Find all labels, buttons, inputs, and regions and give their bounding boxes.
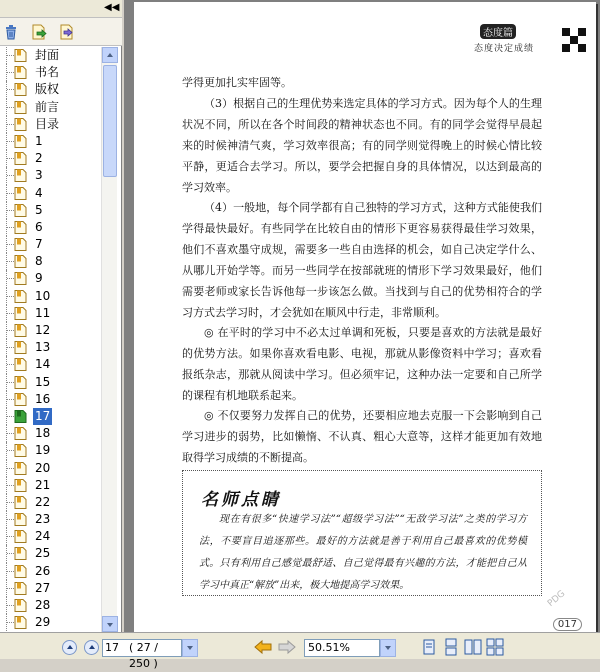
tree-connector — [6, 133, 14, 150]
teacher-tip-text: 现在有很多“快速学习法”“超级学习法”“无敌学习法”之类的学习方法，不要盲目追逐那些。最好的方法就是善于利用自己最喜欢的优势模式。只有利用自己感觉最舒适、自己觉得最有兴趣的方法，才能把自己从学习中真正“解放”出来，极大地提高学习效果。 — [199, 514, 527, 591]
page-icon — [14, 66, 27, 79]
page-icon — [14, 238, 27, 251]
bookmark-sidebar — [0, 0, 122, 632]
sidebar-item-label: 20 — [35, 460, 51, 475]
sidebar-item-label: 11 — [35, 305, 51, 320]
teacher-tip-title: 名师点睛 — [201, 490, 281, 510]
tree-connector — [6, 580, 14, 597]
sidebar-item-label: 26 — [35, 563, 51, 578]
sidebar-item-29[interactable] — [0, 528, 110, 545]
page-icon — [14, 496, 27, 509]
sidebar-item-2[interactable] — [0, 64, 110, 81]
tree-connector — [6, 99, 14, 116]
body-paragraph: ◎ 不仅要努力发挥自己的优势，还要相应地去克服一下会影响到自己学习进步的弱势，比如懒惰、不认真、粗心大意等，这样才能更加有效地取得学习成绩的不断提高。 — [182, 409, 542, 464]
tree-connector — [6, 511, 14, 528]
zoom-level-input[interactable]: 50.51% — [304, 639, 380, 657]
continuous-view-icon[interactable] — [442, 638, 460, 656]
bookmark-tree — [0, 47, 110, 632]
page-icon — [14, 272, 27, 285]
sidebar-item-5[interactable] — [0, 116, 110, 133]
sidebar-item-14[interactable] — [0, 270, 110, 287]
sidebar-item-label: 2 — [35, 151, 43, 166]
tree-connector — [6, 150, 14, 167]
sidebar-item-label: 前言 — [35, 99, 60, 114]
sidebar-item-10[interactable] — [0, 202, 110, 219]
page-icon — [14, 565, 27, 578]
page-icon — [14, 376, 27, 389]
page-icon — [14, 341, 27, 354]
sidebar-item-label: 25 — [35, 546, 51, 561]
sidebar-item-15[interactable] — [0, 288, 110, 305]
sidebar-item-6[interactable] — [0, 133, 110, 150]
watermark: PDG — [545, 588, 567, 610]
sidebar-item-label: 19 — [35, 443, 51, 458]
tree-connector — [6, 116, 14, 133]
page-icon — [14, 358, 27, 371]
page-icon — [14, 427, 27, 440]
sidebar-item-label: 23 — [35, 512, 51, 527]
tree-connector — [6, 219, 14, 236]
page-icon — [14, 444, 27, 457]
sidebar-item-label: 9 — [35, 271, 43, 286]
page-icon — [14, 83, 27, 96]
tree-connector — [6, 288, 14, 305]
sidebar-item-label: 5 — [35, 202, 43, 217]
sidebar-item-label: 14 — [35, 357, 51, 372]
sidebar-item-label: 3 — [35, 168, 43, 183]
sidebar-item-3[interactable] — [0, 81, 110, 98]
chapter-badge: 态度篇 — [480, 24, 516, 39]
current-page-icon — [14, 410, 27, 423]
page-icon — [14, 204, 27, 217]
body-paragraph: ◎ 在平时的学习中不必太过单调和死板，只要是喜欢的方法就是最好的优势方法。如果你喜欢看电影、电视，那就从影像资料中学习；喜欢看报纸杂志，那就从阅读中学习。但必须牢记，这种办法一定要和自己所学的课程有机地联系起来。 — [182, 326, 542, 402]
body-paragraph: （4）一般地，每个同学都有自己独特的学习方式，这种方式能使我们学得最快最好。有些同学在比较自由的情形下更容易获得最佳学习效果，他们不喜欢墨守成规，需要多一些自由选择的机会，如自己决定学什么、从哪儿开始学等。而另一些同学在按部就班的情形下学习效果最好，他们需要老师或家长告诉他每一步该怎么做。当找到与自己的优势相符合的学习方式去学习时，才会犹如在顺风中行走，非常顺利。 — [182, 201, 542, 319]
page-number: 017 — [553, 618, 582, 631]
page-icon — [14, 599, 27, 612]
tree-connector — [6, 494, 14, 511]
page-icon — [14, 393, 27, 406]
sidebar-item-28[interactable] — [0, 511, 110, 528]
tree-connector — [6, 460, 14, 477]
page-icon — [14, 530, 27, 543]
sidebar-item-16[interactable] — [0, 305, 110, 322]
page-dropdown-button[interactable] — [182, 639, 198, 657]
sidebar-item-label: 18 — [35, 426, 51, 441]
facing-pages-view-icon[interactable] — [464, 638, 482, 656]
sidebar-item-7[interactable] — [0, 150, 110, 167]
sidebar-item-label: 书名 — [35, 65, 60, 80]
sidebar-item-label: 10 — [35, 288, 51, 303]
sidebar-item-label: 目录 — [35, 116, 60, 131]
sidebar-item-4[interactable] — [0, 99, 110, 116]
page-icon — [14, 479, 27, 492]
sidebar-header — [0, 0, 122, 18]
sidebar-item-label: 22 — [35, 494, 51, 509]
tree-connector — [6, 356, 14, 373]
tree-connector — [6, 64, 14, 81]
tree-connector — [6, 425, 14, 442]
zoom-dropdown-button[interactable] — [380, 639, 396, 657]
sidebar-item-label: 16 — [35, 391, 51, 406]
current-page-value: 17 — [105, 641, 119, 654]
sidebar-item-17[interactable] — [0, 322, 110, 339]
tree-connector — [6, 597, 14, 614]
sidebar-item-label: 6 — [35, 219, 43, 234]
sidebar-item-11[interactable] — [0, 219, 110, 236]
page-icon — [14, 135, 27, 148]
body-paragraph: （3）根据自己的生理优势来选定具体的学习方式。因为每个人的生理状况不同，所以在各个时间段的精神状态也不同。有的同学会觉得早晨起来的时候神清气爽，学习效率很高；有的同学则觉得晚上的时候心情比较平静，更适合去学习。所以，要学会把握自身的具体情况，以达到最高的学习效率。 — [182, 97, 542, 194]
first-page-button[interactable] — [62, 640, 77, 655]
sidebar-item-22[interactable] — [0, 408, 110, 425]
page-count-label: ( 27 / 250 ) — [129, 641, 158, 670]
tree-connector — [6, 236, 14, 253]
sidebar-item-9[interactable] — [0, 185, 110, 202]
page-icon — [14, 616, 27, 629]
tree-connector — [6, 47, 14, 64]
sidebar-item-23[interactable] — [0, 425, 110, 442]
sidebar-item-label: 1 — [35, 133, 43, 148]
tree-connector — [6, 270, 14, 287]
sidebar-item-label: 24 — [35, 529, 51, 544]
tree-connector — [6, 81, 14, 98]
scroll-down-button[interactable] — [102, 616, 118, 632]
sidebar-item-label: 13 — [35, 340, 51, 355]
sidebar-item-13[interactable] — [0, 253, 110, 270]
tree-connector — [6, 408, 14, 425]
page-icon — [14, 255, 27, 268]
trash-icon[interactable] — [2, 23, 20, 41]
page-number-input[interactable] — [102, 639, 182, 670]
sidebar-item-label: 21 — [35, 477, 51, 492]
scroll-up-button[interactable] — [102, 47, 118, 63]
tree-connector — [6, 185, 14, 202]
sidebar-item-26[interactable] — [0, 477, 110, 494]
page-icon — [14, 324, 27, 337]
tree-connector — [6, 563, 14, 580]
page-icon — [14, 547, 27, 560]
sidebar-item-label: 28 — [35, 598, 51, 612]
sidebar-item-label: 版权 — [35, 82, 60, 97]
sidebar-item-label: 4 — [35, 185, 43, 200]
sidebar-item-18[interactable] — [0, 339, 110, 356]
scrollbar-thumb[interactable] — [103, 65, 117, 177]
page-icon — [14, 49, 27, 62]
checker-logo-icon — [562, 28, 586, 52]
sidebar-item-31[interactable] — [0, 563, 110, 580]
tree-connector — [6, 442, 14, 459]
sidebar-item-label: 12 — [35, 323, 51, 337]
tree-connector — [6, 391, 14, 408]
page-icon — [14, 513, 27, 526]
sidebar-item-33[interactable] — [0, 597, 110, 614]
body-paragraph: 学得更加扎实牢固等。 — [182, 76, 292, 89]
back-arrow-icon[interactable] — [254, 639, 272, 655]
sidebar-item-label: 封面 — [35, 48, 60, 62]
sidebar-item-8[interactable] — [0, 167, 110, 184]
page-icon — [14, 221, 27, 234]
sidebar-item-34[interactable] — [0, 614, 110, 631]
single-page-view-icon[interactable] — [420, 638, 438, 656]
sidebar-item-20[interactable] — [0, 374, 110, 391]
collapse-sidebar-button[interactable]: ◀◀ — [104, 2, 120, 13]
page-icon — [14, 290, 27, 303]
tree-connector — [6, 305, 14, 322]
page-icon — [14, 152, 27, 165]
sidebar-item-27[interactable] — [0, 494, 110, 511]
import-icon[interactable] — [58, 23, 76, 41]
forward-arrow-icon[interactable] — [278, 639, 296, 655]
sidebar-item-1[interactable] — [0, 47, 110, 64]
tree-connector — [6, 545, 14, 562]
sidebar-scrollbar[interactable] — [101, 47, 117, 632]
page-icon — [14, 582, 27, 595]
page-header — [474, 24, 586, 56]
sidebar-item-25[interactable] — [0, 460, 110, 477]
tree-connector — [6, 374, 14, 391]
sidebar-item-24[interactable] — [0, 442, 110, 459]
continuous-facing-view-icon[interactable] — [486, 638, 504, 656]
sidebar-item-label: 7 — [35, 237, 43, 252]
sidebar-item-19[interactable] — [0, 356, 110, 373]
page-icon — [14, 101, 27, 114]
teacher-tip-box — [182, 470, 542, 596]
sidebar-item-12[interactable] — [0, 236, 110, 253]
tree-connector — [6, 339, 14, 356]
tree-connector — [6, 322, 14, 339]
chapter-subtitle: 态度决定成绩 — [474, 44, 535, 54]
sidebar-toolbar — [0, 18, 122, 46]
sidebar-item-21[interactable] — [0, 391, 110, 408]
sidebar-item-label: 8 — [35, 254, 43, 269]
sidebar-item-30[interactable] — [0, 545, 110, 562]
page-icon — [14, 307, 27, 320]
page-icon — [14, 169, 27, 182]
export-icon[interactable] — [30, 23, 48, 41]
page-icon — [14, 462, 27, 475]
tree-connector — [6, 167, 14, 184]
sidebar-item-label: 27 — [35, 580, 51, 595]
sidebar-item-label: 17 — [35, 408, 51, 423]
tree-connector — [6, 202, 14, 219]
page-icon — [14, 118, 27, 131]
document-page — [134, 2, 596, 642]
tree-connector — [6, 528, 14, 545]
sidebar-item-label: 29 — [35, 615, 51, 630]
previous-page-button[interactable] — [84, 640, 99, 655]
tree-connector — [6, 477, 14, 494]
sidebar-item-32[interactable] — [0, 580, 110, 597]
tree-connector — [6, 253, 14, 270]
tree-connector — [6, 614, 14, 631]
page-icon — [14, 187, 27, 200]
document-viewport[interactable] — [124, 0, 600, 632]
navigation-toolbar — [0, 632, 600, 670]
sidebar-item-label: 15 — [35, 374, 51, 389]
